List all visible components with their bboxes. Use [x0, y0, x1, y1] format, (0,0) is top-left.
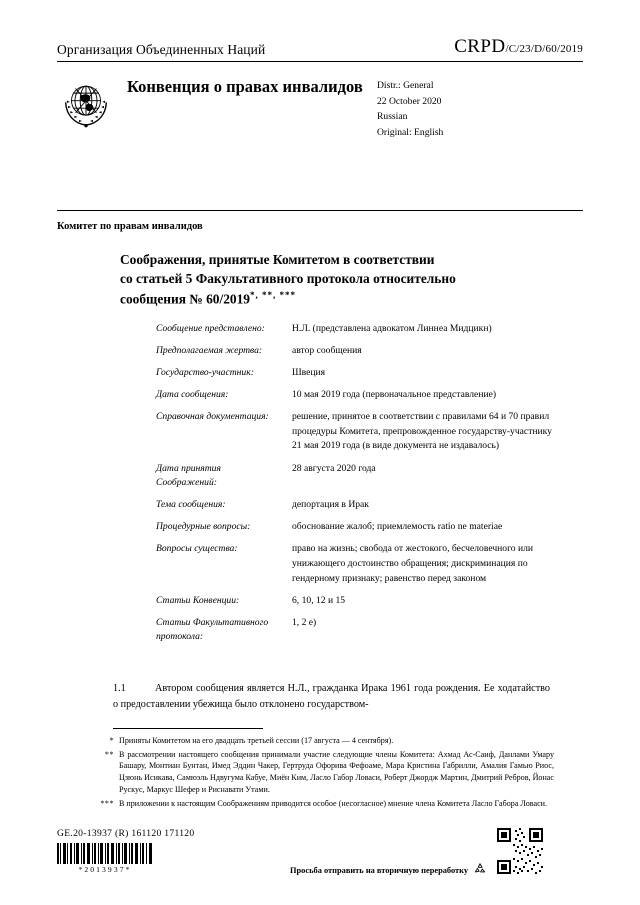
identification-row: [57, 62, 583, 140]
metadata-row: [156, 344, 556, 359]
metadata-row: [156, 616, 556, 645]
footnote-mark: *: [109, 736, 114, 745]
title-footnote-marks: *, **, ***: [250, 289, 296, 300]
metadata-row: [156, 542, 556, 586]
paragraph-text: Автором сообщения является Н.Л., гражданка Ирака 1961 года рождения. Ее ходатайство о предоставлении убежища было отклонено государством-: [113, 683, 550, 710]
metadata-label: Тема сообщения:: [156, 499, 226, 511]
metadata-row: [156, 462, 556, 491]
barcode: [57, 843, 153, 864]
metadata-label: Государство-участник:: [156, 367, 254, 379]
recycle-icon: [473, 862, 487, 878]
metadata-value: обоснование жалоб; приемлемость ratio ne materiae: [292, 521, 503, 533]
convention-title: Конвенция о правах инвалидов: [127, 77, 363, 96]
metadata-value: автор сообщения: [292, 345, 362, 357]
metadata-row: [156, 498, 556, 513]
metadata-value: депортация в Ирак: [292, 499, 369, 511]
metadata-row: [156, 410, 556, 454]
footnote-mark: **: [104, 749, 114, 759]
recycle-text: Просьба отправить на вторичную переработку: [290, 865, 469, 875]
un-emblem: [57, 74, 115, 132]
metadata-label: Статьи Конвенции:: [156, 594, 240, 606]
metadata-table: [156, 322, 556, 652]
distribution-block: [377, 72, 537, 140]
metadata-label: Вопросы существа:: [156, 543, 238, 555]
document-symbol-main: CRPD: [454, 36, 506, 57]
document-symbol-suffix: /C/23/D/60/2019: [505, 43, 583, 55]
metadata-row: [156, 322, 556, 337]
footnote-text: В приложении к настоящим Соображениям приводится особое (несогласное) мнение члена Комитета Ласло Габора Ловаси.: [119, 798, 548, 808]
qr-code: [497, 828, 543, 874]
metadata-row: [156, 388, 556, 403]
metadata-label: Предполагаемая жертва:: [156, 345, 263, 357]
committee-name: Комитет по правам инвалидов: [57, 221, 203, 232]
masthead-bottom-rule: [57, 210, 583, 211]
document-title-line-2: со статьей 5 Факультативного протокола относительно: [120, 271, 456, 287]
metadata-label: Дата сообщения:: [156, 389, 229, 401]
masthead: [57, 36, 583, 140]
barcode-text: *2013937*: [78, 865, 132, 874]
metadata-value: 6, 10, 12 и 15: [292, 594, 346, 606]
body-paragraph: [113, 681, 550, 712]
distribution-original: Original: English: [377, 126, 444, 138]
footnote-text: В рассмотрении настоящего сообщения принимали участие следующие члены Комитета: Ахмад Ас-Саиф, Данлами Умару Башару, Монтиан Бунтан, Имед Эддин Чакер, Гертруда Офорива Фефоаме, Мара Кристина Габрилли, Амалия Гамью Риос, Цзюнь Исикава, Самюэль Ндвугума Кабуе, Миён Ким, Ласло Габор Ловаси, Роберт Джордж Мартин, Дмитрий Ребров, Йонас Рускус, Маркус Шефер и Риснавати Утами.: [119, 749, 554, 794]
document-title: [120, 250, 560, 309]
metadata-value: Швеция: [292, 367, 326, 379]
metadata-value: решение, принятое в соответствии с правилами 64 и 70 правил процедуры Комитета, препровожденное государству-участнику 21 мая 2019 года (в виде документа не издавалось): [292, 411, 552, 452]
footnote-item: [88, 735, 554, 747]
metadata-value: 10 мая 2019 года (первоначальное представление): [292, 389, 497, 401]
metadata-value: 1, 2 e): [292, 616, 317, 628]
metadata-label: Дата принятия Соображений:: [156, 462, 221, 489]
document-title-line-3-text: сообщения № 60/2019: [120, 291, 250, 307]
footnote-separator: [113, 728, 263, 729]
footnotes: [88, 735, 554, 811]
distribution-type: Distr.: General: [377, 80, 434, 91]
metadata-row: [156, 594, 556, 609]
job-number: GE.20-13937 (R) 161120 171120: [57, 828, 195, 839]
footnote-mark: ***: [100, 798, 114, 808]
metadata-label: Справочная документация:: [156, 411, 269, 423]
paragraph-number: 1.1: [113, 683, 126, 694]
metadata-label: Статьи Факультативного протокола:: [156, 616, 269, 643]
metadata-label: Процедурные вопросы:: [156, 521, 251, 533]
footnote-item: [88, 798, 554, 810]
metadata-row: [156, 520, 556, 535]
document-title-line-1: Соображения, принятые Комитетом в соответствии: [120, 252, 435, 267]
metadata-value: право на жизнь; свобода от жестокого, бесчеловечного или унижающего достоинство обращения; дискриминация по гендерному признаку; равенство перед законом: [292, 543, 534, 584]
metadata-value: Н.Л. (представлена адвокатом Линнеа Мидцикн): [292, 323, 492, 334]
metadata-value: 28 августа 2020 года: [292, 462, 376, 474]
metadata-label: Сообщение представлено:: [156, 323, 265, 334]
metadata-row: [156, 366, 556, 381]
document-symbol: [454, 36, 583, 58]
recycle-notice: [290, 862, 487, 878]
footnote-item: [88, 749, 554, 796]
distribution-language: Russian: [377, 111, 408, 123]
organization-name: Организация Объединенных Наций: [57, 42, 266, 57]
footnote-text: Приняты Комитетом на его двадцать третьей сессии (17 августа — 4 сентября).: [119, 736, 394, 745]
document-title-line-3: [120, 289, 560, 309]
organization-row: [57, 36, 583, 60]
distribution-date: 22 October 2020: [377, 95, 442, 107]
